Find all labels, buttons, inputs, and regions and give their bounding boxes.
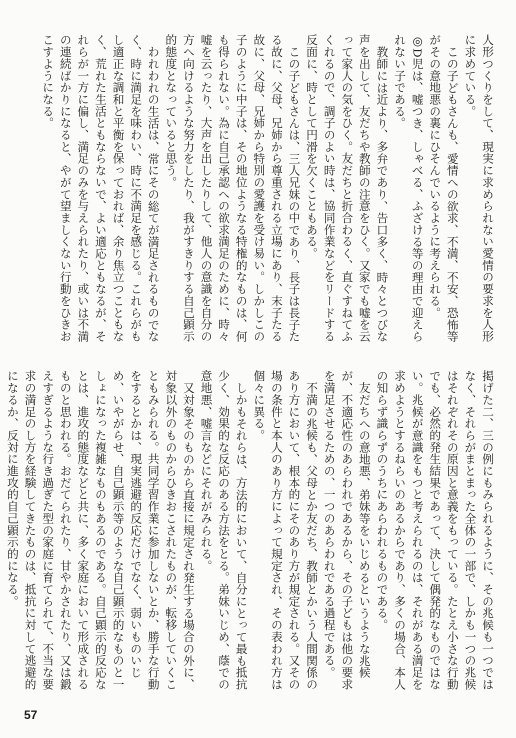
paragraph: 人形つくりをして、現実に求められない愛情の要求を人形に求めている。	[463, 34, 495, 343]
paragraph: ◎D児は、嘘つき、しゃべる、ふざける等の理由で迎えられない子である。	[393, 34, 425, 343]
paragraph: われわれの生活は、常にその総てが満足されるものでなく、時に満足を味わい、時に不満足を感じる。これらがもし適正な調和と平衡を保っておれば、余り焦立つこともなく、荒れた生活ともならないで、よい適応ともなるが、それらが一方に偏し、満足のみを与えられたり、或いは不満の連続ばかりになると、やがて望ましくない行動をひきおこすようになる。	[41, 34, 161, 343]
page-number: 57	[24, 708, 38, 722]
paragraph: しかもそれらは、方法的において、自分にとって最も抵抗少く、効果的な反応のある方法をとる。弟妹いじめ、蔭での意地悪、嘘言などにそれがみられる。	[199, 370, 249, 690]
paragraph: この子どもさんも、愛情への欲求、不満、不安、恐怖等がその意地悪の裏にひそんでいるように考えられる。	[428, 34, 460, 342]
paragraph: この子どもさんは、三人兄妹の中であり、長子は長子たる故に、父母、兄姉から尊重される立場にあり、末子たる故に、父母、兄姉から特別の愛護を受け易い。しかしこの子のように中子は、その地位ようなる特権的なものは、何も得られない。為に自己承認への欲求満足のために、時々嘘を云ったり、大声を出したりして、他人の意識を自分の方へ向けるような努力をしたり、我がすきりする自己顕示的態度となっていると思う。	[164, 34, 302, 343]
paragraph: 友だちへの意地悪、弟妹等をいじめるというような兆候が、不適応性のあらわれであるから、その子どもは他の要求を満足させるための、一つのあらわれである過程である。	[322, 370, 372, 690]
paragraph: 又対象そのものから直接に規定され発生する場合の外に、対象以外のものからひきおこされたものが、転移していくこともみられる。共同学習作業に参加しないとか、勝手な行動をするとかは、現実逃避的反応だけでなく、弱いものいじめ、いやがらせ、自己顕示等のような自己顕示的なものと一しょになった複雑なものもあるのである。自己顕示的反応なとは、進攻的態度などと共に、多く家庭において形成されるものと思われる。おだてられたり、甘やかされたり、又は鍛えすぎるような行き過ぎた型の家庭に育てられて、不当な要求の満足のし方を経験してきたものは、抵抗に対して逃避的になるか、反対に進攻的自己顕示的になる。	[5, 370, 196, 690]
text-column-bottom	[5, 370, 496, 690]
text-column-top	[20, 34, 496, 352]
paragraph: 教師には近より、多弁であり、告口多く、時々とつびな声を出して、友だちや教師の注意をひく。又家でも嘘を云って家人の気をひく。友だちと折合わるく、直ぐすねてふくれるので、調子のよい時は、協同作業などをリードする反面に、時として円滑を欠くこともある。	[305, 34, 390, 343]
paragraph: 不満の兆候も、父母とか友だち、教師とかいう人間関係のあり方において、根本的にそのあり方が規定される。又その場の条件と本人のあり方によって規定され、その表われ方は個々に異る。	[252, 370, 320, 690]
paragraph: 掲げた二、三の例にもみられるように、その兆候も一つではなく、それらがまとまった全体の一部で、しかも一つの兆候はそれぞれその原因と意義をもっている。たとえ小さな行動でも、必然的発生結果であって、決して偶発的なものではない。兆候が意識をもつと考えられるのは、それがある満足を求めようとするねらいのあるからであり、多くの場合、本人の知らず識らずのうちにあらわれるものである。	[375, 370, 495, 690]
